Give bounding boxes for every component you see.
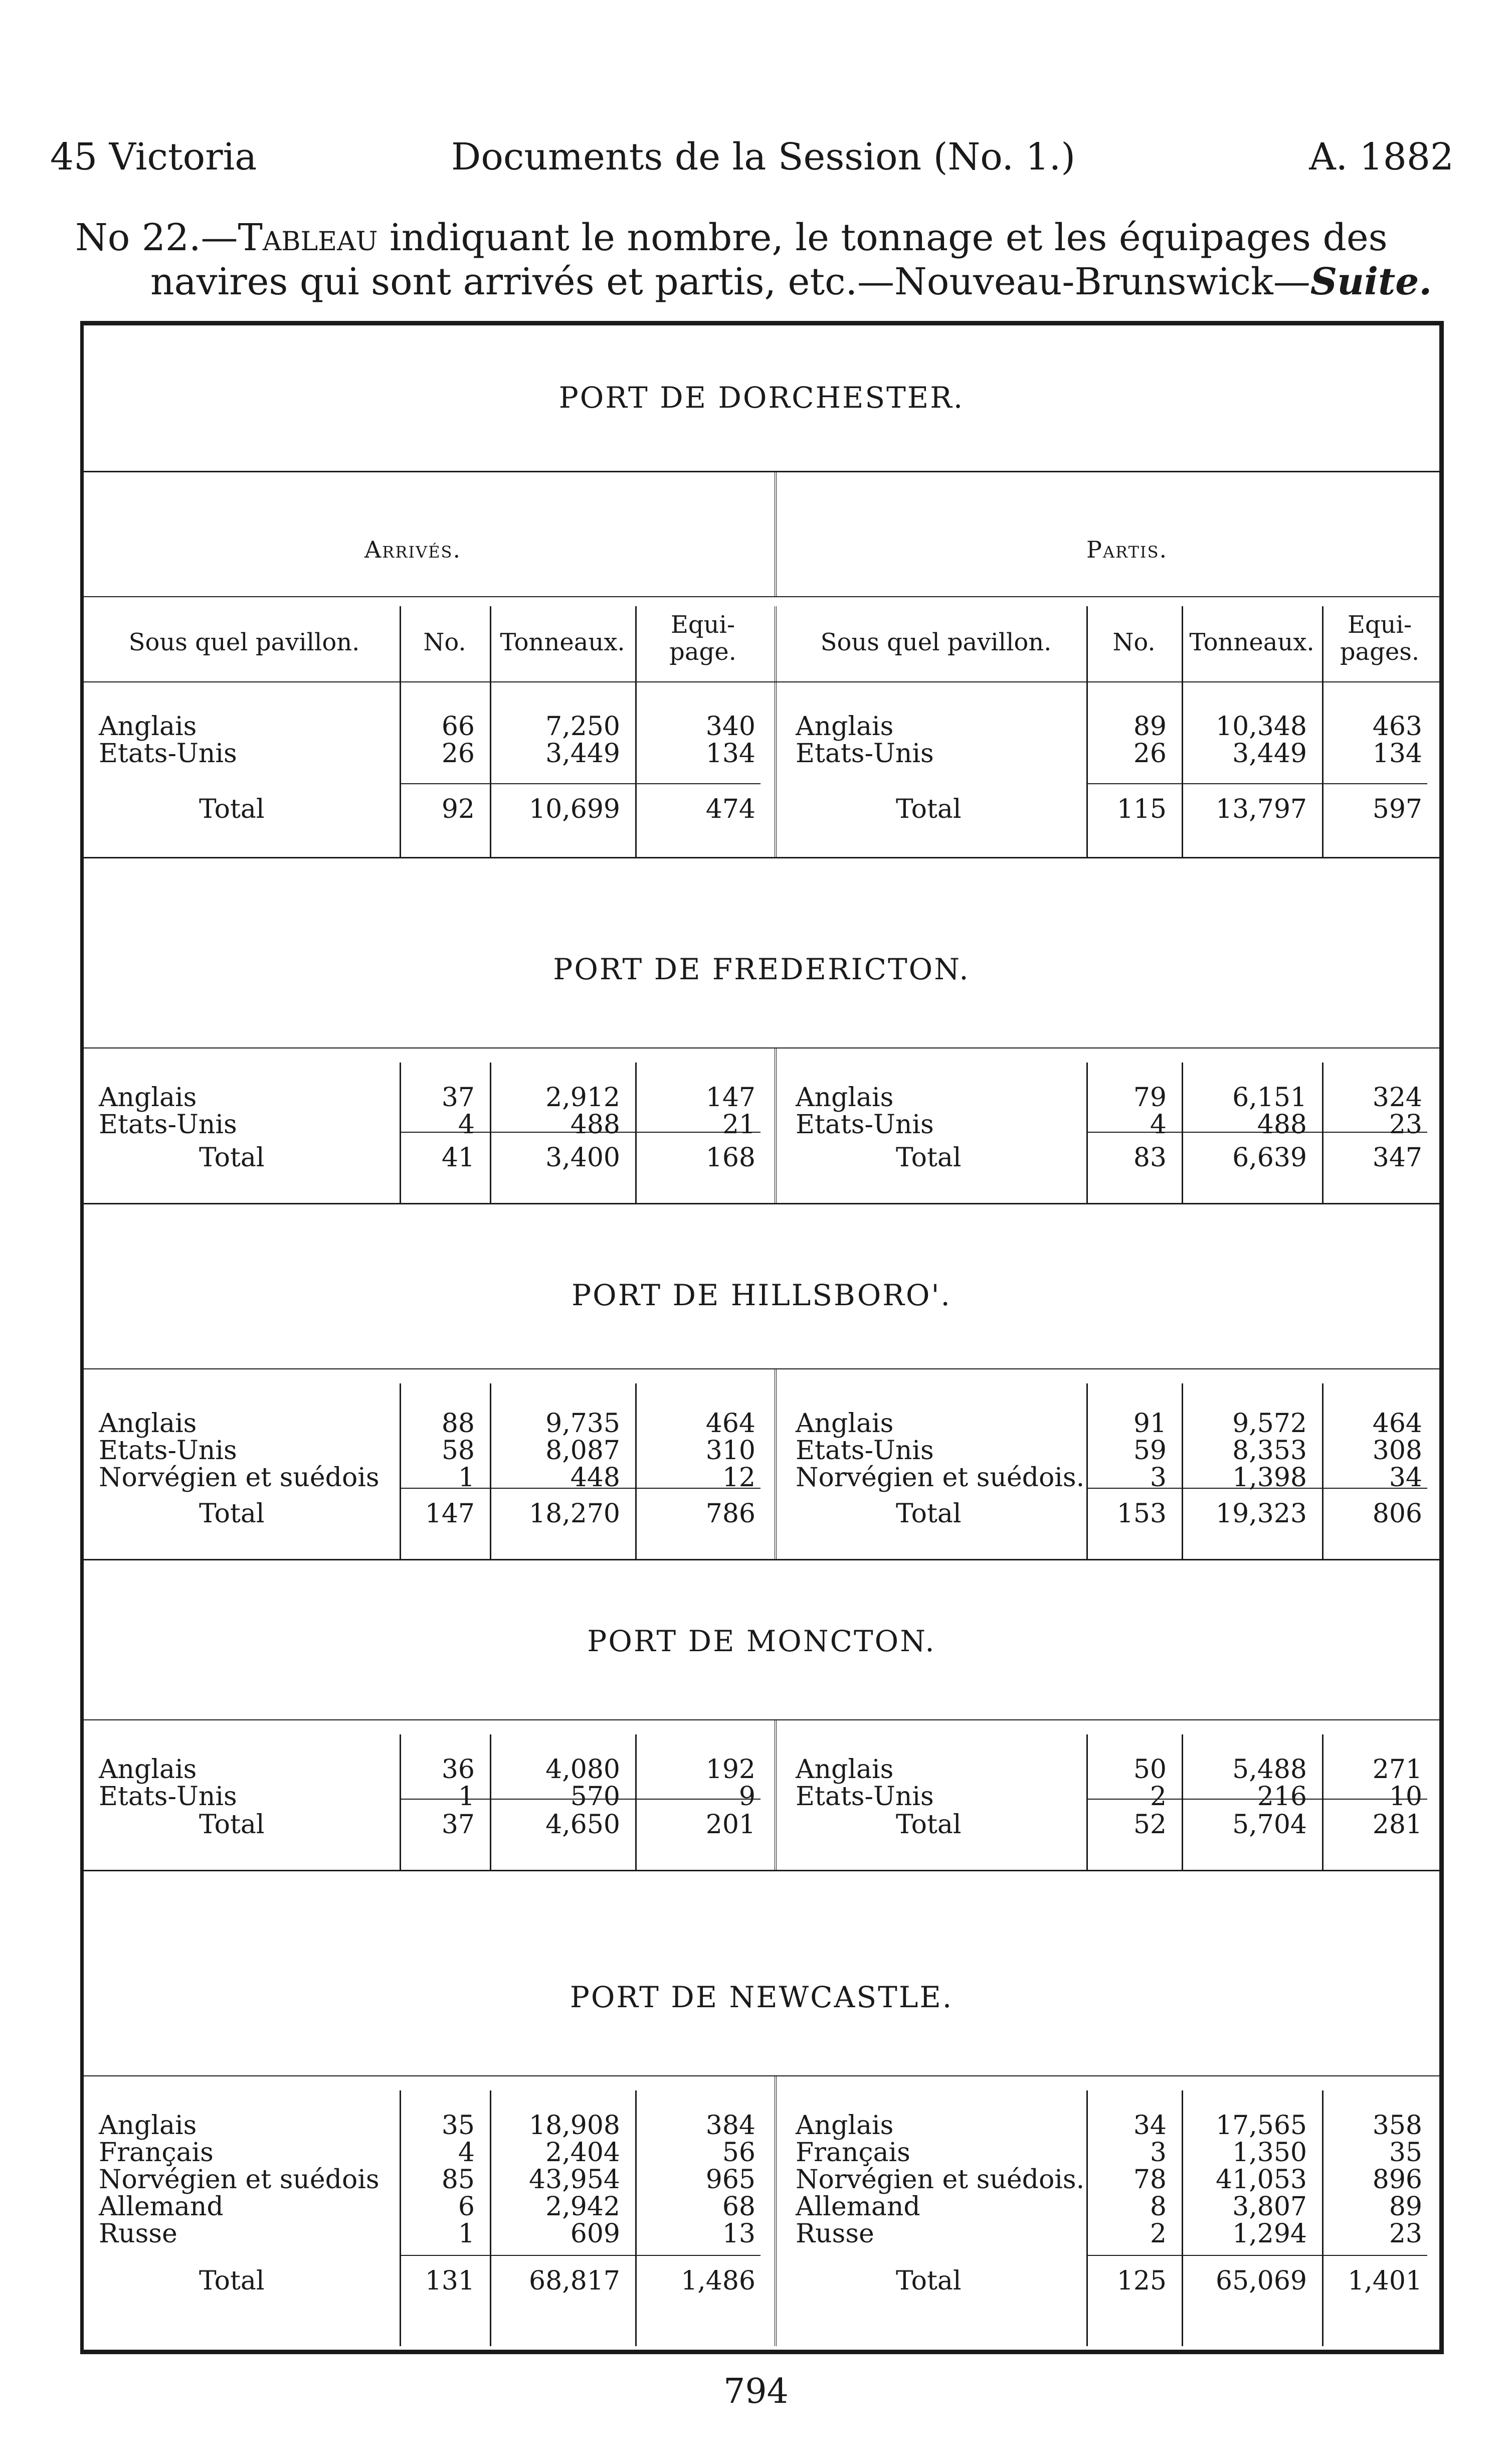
table-row-flag: Norvégien et suédois. — [796, 1463, 1085, 1493]
row-no: 66 — [441, 712, 475, 742]
total-tons: 19,323 — [1216, 1499, 1307, 1529]
running-head-left: 45 Victoria — [50, 135, 257, 179]
total-no: 147 — [425, 1499, 475, 1529]
row-crew: 68 — [722, 2192, 755, 2222]
col-divider — [400, 1734, 401, 1870]
table-row-flag: Français — [796, 2138, 910, 2168]
table-row-flag: Anglais — [796, 1083, 894, 1113]
col-divider — [400, 681, 401, 857]
row-tons: 3,449 — [545, 739, 620, 769]
table-row-flag: Etats-Unis — [99, 1436, 237, 1466]
total-label: Total — [199, 1143, 265, 1173]
row-no: 4 — [458, 1110, 475, 1140]
row-no: 3 — [1150, 1463, 1167, 1493]
total-tons: 18,270 — [529, 1499, 620, 1529]
row-no: 78 — [1133, 2165, 1167, 2195]
total-tons: 3,400 — [545, 1143, 620, 1173]
total-tons: 68,817 — [529, 2266, 620, 2296]
running-head-right: A. 1882 — [1309, 135, 1454, 179]
row-no: 2 — [1150, 2219, 1167, 2249]
table-row-flag: Etats-Unis — [99, 1110, 237, 1140]
col-header-divider-right-2 — [1322, 606, 1324, 681]
row-tons: 2,912 — [545, 1083, 620, 1113]
col-divider — [400, 1383, 401, 1559]
col-divider — [1322, 2090, 1324, 2346]
row-no: 1 — [458, 1463, 475, 1493]
table-row-flag: Anglais — [796, 1754, 894, 1785]
row-no: 6 — [458, 2192, 475, 2222]
col-divider — [1182, 1063, 1183, 1203]
col-divider — [1182, 1734, 1183, 1870]
table-row-flag: Russe — [796, 2219, 874, 2249]
total-crew: 806 — [1372, 1499, 1422, 1529]
col-divider — [400, 1063, 401, 1203]
row-crew: 134 — [705, 739, 755, 769]
table-row-flag: Etats-Unis — [99, 739, 237, 769]
col-header-tons-right: Tonneaux. — [1189, 628, 1314, 656]
table-row-flag: Norvégien et suédois — [99, 1463, 380, 1493]
col-header-divider-left-0 — [400, 606, 401, 681]
row-tons: 1,350 — [1232, 2138, 1307, 2168]
row-tons: 3,449 — [1232, 739, 1307, 769]
row-no: 4 — [1150, 1110, 1167, 1140]
row-no: 58 — [441, 1436, 475, 1466]
col-divider — [1322, 1063, 1324, 1203]
port-title: PORT DE FREDERICTON. — [553, 952, 970, 986]
section-rule-bottom — [84, 1870, 1439, 1871]
row-no: 85 — [441, 2165, 475, 2195]
heading-partis: Partis. — [1086, 536, 1168, 563]
col-divider — [1322, 1734, 1324, 1870]
row-tons: 5,488 — [1232, 1754, 1307, 1785]
row-tons: 9,735 — [545, 1409, 620, 1439]
table-row-flag: Etats-Unis — [796, 739, 934, 769]
row-tons: 216 — [1257, 1782, 1307, 1812]
col-header-no-right: No. — [1112, 628, 1156, 656]
row-crew: 965 — [705, 2165, 755, 2195]
row-crew: 358 — [1372, 2110, 1422, 2141]
col-divider — [1182, 1383, 1183, 1559]
col-header-divider-left-1 — [490, 606, 491, 681]
row-no: 79 — [1133, 1083, 1167, 1113]
header-rule-top — [84, 471, 1439, 472]
row-tons: 488 — [1257, 1110, 1307, 1140]
col-divider — [490, 1734, 491, 1870]
col-divider — [1182, 2090, 1183, 2346]
row-no: 1 — [458, 2219, 475, 2249]
row-tons: 17,565 — [1216, 2110, 1307, 2141]
section-rule-bottom — [84, 1203, 1439, 1204]
title-line1-rest: indiquant le nombre, le tonnage et les équipages des — [377, 216, 1388, 259]
page-number: 794 — [723, 2372, 789, 2411]
col-divider — [635, 1734, 637, 1870]
heading-arrives: Arrivés. — [364, 536, 462, 563]
row-crew: 9 — [738, 1782, 755, 1812]
port-rule-top — [84, 1368, 1439, 1369]
row-crew: 89 — [1389, 2192, 1422, 2222]
table-row-flag: Etats-Unis — [796, 1436, 934, 1466]
port-title: PORT DE HILLSBORO'. — [572, 1278, 952, 1312]
total-label: Total — [896, 794, 962, 824]
port-rule-top — [84, 1719, 1439, 1720]
row-crew: 34 — [1389, 1463, 1422, 1493]
section-rule-bottom — [84, 1559, 1439, 1560]
row-no: 36 — [441, 1754, 475, 1785]
col-divider — [1086, 681, 1088, 857]
total-tons: 6,639 — [1232, 1143, 1307, 1173]
col-divider — [400, 2090, 401, 2346]
row-tons: 8,087 — [545, 1436, 620, 1466]
col-divider — [635, 1383, 637, 1559]
table-row-flag: Français — [99, 2138, 214, 2168]
port-title: PORT DE DORCHESTER. — [558, 381, 965, 415]
col-header-no-left: No. — [423, 628, 466, 656]
header-midrule — [775, 471, 782, 596]
total-no: 153 — [1116, 1499, 1167, 1529]
total-label: Total — [199, 1810, 265, 1840]
col-header-divider-right-0 — [1086, 606, 1088, 681]
row-tons: 1,294 — [1232, 2219, 1307, 2249]
col-divider — [1086, 1063, 1088, 1203]
table-row-flag: Anglais — [796, 2110, 894, 2141]
row-no: 26 — [441, 739, 475, 769]
total-label: Total — [199, 1499, 265, 1529]
col-divider — [490, 2090, 491, 2346]
port-rule-top — [84, 1047, 1439, 1048]
row-no: 88 — [441, 1409, 475, 1439]
table-row-flag: Anglais — [796, 712, 894, 742]
table-row-flag: Anglais — [99, 1083, 197, 1113]
port-title: PORT DE MONCTON. — [587, 1624, 936, 1658]
total-rule — [1086, 2255, 1427, 2256]
running-head-center: Documents de la Session (No. 1.) — [451, 135, 1076, 179]
row-no: 3 — [1150, 2138, 1167, 2168]
col-divider — [1086, 1734, 1088, 1870]
col-divider — [1086, 2090, 1088, 2346]
row-crew: 134 — [1372, 739, 1422, 769]
total-no: 125 — [1116, 2266, 1167, 2296]
row-no: 34 — [1133, 2110, 1167, 2141]
row-tons: 7,250 — [545, 712, 620, 742]
row-tons: 18,908 — [529, 2110, 620, 2141]
total-rule — [400, 2255, 761, 2256]
col-divider — [635, 2090, 637, 2346]
row-crew: 13 — [722, 2219, 755, 2249]
port-title: PORT DE NEWCASTLE. — [570, 1980, 954, 2014]
table-row-flag: Etats-Unis — [99, 1782, 237, 1812]
table-row-flag: Etats-Unis — [796, 1782, 934, 1812]
total-tons: 10,699 — [529, 794, 620, 824]
total-rule — [1086, 1132, 1427, 1133]
total-no: 83 — [1133, 1143, 1167, 1173]
total-label: Total — [199, 794, 265, 824]
row-crew: 324 — [1372, 1083, 1422, 1113]
col-header-tons-left: Tonneaux. — [500, 628, 625, 656]
total-label: Total — [199, 2266, 265, 2296]
row-no: 50 — [1133, 1754, 1167, 1785]
total-rule — [400, 1488, 761, 1489]
total-rule — [400, 1132, 761, 1133]
table-row-flag: Norvégien et suédois — [99, 2165, 380, 2195]
total-tons: 4,650 — [545, 1810, 620, 1840]
total-tons: 13,797 — [1216, 794, 1307, 824]
col-divider — [1322, 1383, 1324, 1559]
total-crew: 281 — [1372, 1810, 1422, 1840]
total-label: Total — [896, 1143, 962, 1173]
row-tons: 609 — [570, 2219, 620, 2249]
total-crew: 597 — [1372, 794, 1422, 824]
total-label: Total — [896, 1499, 962, 1529]
row-crew: 310 — [705, 1436, 755, 1466]
col-header-crew-left: Equi- page. — [669, 611, 736, 666]
table-row-flag: Russe — [99, 2219, 177, 2249]
shipping-table — [80, 321, 1444, 2354]
row-crew: 463 — [1372, 712, 1422, 742]
table-row-flag: Allemand — [99, 2192, 224, 2222]
col-header-rule — [84, 681, 1439, 682]
row-crew: 308 — [1372, 1436, 1422, 1466]
row-no: 1 — [458, 1782, 475, 1812]
document-title — [75, 216, 1469, 304]
row-crew: 271 — [1372, 1754, 1422, 1785]
row-no: 2 — [1150, 1782, 1167, 1812]
row-no: 89 — [1133, 712, 1167, 742]
row-tons: 2,404 — [545, 2138, 620, 2168]
port-rule-top — [84, 2075, 1439, 2076]
total-crew: 201 — [705, 1810, 755, 1840]
row-crew: 464 — [1372, 1409, 1422, 1439]
total-crew: 786 — [705, 1499, 755, 1529]
total-rule — [400, 1799, 761, 1800]
row-tons: 488 — [570, 1110, 620, 1140]
section-rule-bottom — [84, 857, 1439, 858]
total-tons: 5,704 — [1232, 1810, 1307, 1840]
row-tons: 4,080 — [545, 1754, 620, 1785]
running-head — [50, 135, 1464, 181]
row-crew: 23 — [1389, 1110, 1422, 1140]
row-tons: 9,572 — [1232, 1409, 1307, 1439]
row-tons: 1,398 — [1232, 1463, 1307, 1493]
row-crew: 12 — [722, 1463, 755, 1493]
row-no: 26 — [1133, 739, 1167, 769]
col-divider — [490, 1383, 491, 1559]
total-rule — [400, 783, 761, 784]
total-crew: 168 — [705, 1143, 755, 1173]
col-divider — [1086, 1383, 1088, 1559]
row-tons: 570 — [570, 1782, 620, 1812]
row-tons: 448 — [570, 1463, 620, 1493]
row-no: 8 — [1150, 2192, 1167, 2222]
total-crew: 347 — [1372, 1143, 1422, 1173]
col-divider — [1182, 681, 1183, 857]
table-row-flag: Anglais — [796, 1409, 894, 1439]
section-midrule — [775, 1719, 782, 1870]
title-line-2 — [75, 260, 1469, 304]
total-rule — [1086, 1488, 1427, 1489]
section-midrule — [775, 2075, 782, 2346]
table-row-flag: Allemand — [796, 2192, 920, 2222]
section-midrule — [775, 1047, 782, 1203]
title-suffix: Suite. — [1310, 260, 1432, 303]
row-crew: 10 — [1389, 1782, 1422, 1812]
title-line-1 — [75, 216, 1469, 260]
total-crew: 1,401 — [1348, 2266, 1422, 2296]
total-no: 92 — [441, 794, 475, 824]
row-crew: 21 — [722, 1110, 755, 1140]
row-crew: 464 — [705, 1409, 755, 1439]
row-tons: 3,807 — [1232, 2192, 1307, 2222]
col-header-flag-right: Sous quel pavillon. — [820, 628, 1052, 656]
table-row-flag: Anglais — [99, 1754, 197, 1785]
total-tons: 65,069 — [1216, 2266, 1307, 2296]
total-label: Total — [896, 2266, 962, 2296]
section-midrule — [775, 1368, 782, 1559]
row-no: 59 — [1133, 1436, 1167, 1466]
row-tons: 2,942 — [545, 2192, 620, 2222]
total-rule — [1086, 1799, 1427, 1800]
total-no: 131 — [425, 2266, 475, 2296]
row-no: 91 — [1133, 1409, 1167, 1439]
col-header-divider-right-1 — [1182, 606, 1183, 681]
row-no: 37 — [441, 1083, 475, 1113]
col-divider — [490, 681, 491, 857]
row-crew: 147 — [705, 1083, 755, 1113]
col-header-crew-right: Equi- pages. — [1340, 611, 1420, 666]
total-no: 37 — [441, 1810, 475, 1840]
total-no: 115 — [1116, 794, 1167, 824]
row-crew: 340 — [705, 712, 755, 742]
title-label: Tableau — [238, 216, 378, 259]
total-crew: 474 — [705, 794, 755, 824]
table-row-flag: Anglais — [99, 2110, 197, 2141]
table-row-flag: Norvégien et suédois. — [796, 2165, 1085, 2195]
row-crew: 896 — [1372, 2165, 1422, 2195]
col-header-flag-left: Sous quel pavillon. — [128, 628, 360, 656]
row-tons: 8,353 — [1232, 1436, 1307, 1466]
row-no: 4 — [458, 2138, 475, 2168]
row-tons: 41,053 — [1216, 2165, 1307, 2195]
col-divider — [1322, 681, 1324, 857]
section-midrule — [775, 666, 782, 857]
row-tons: 6,151 — [1232, 1083, 1307, 1113]
col-divider — [635, 1063, 637, 1203]
title-number: No 22.— — [75, 216, 238, 259]
total-no: 41 — [441, 1143, 475, 1173]
row-tons: 10,348 — [1216, 712, 1307, 742]
row-crew: 35 — [1389, 2138, 1422, 2168]
title-line2-main: navires qui sont arrivés et partis, etc.—Nouveau-Brunswick— — [150, 260, 1310, 303]
total-crew: 1,486 — [681, 2266, 755, 2296]
col-header-divider-left-2 — [635, 606, 637, 681]
row-tons: 43,954 — [529, 2165, 620, 2195]
row-no: 35 — [441, 2110, 475, 2141]
table-row-flag: Etats-Unis — [796, 1110, 934, 1140]
total-rule — [1086, 783, 1427, 784]
row-crew: 56 — [722, 2138, 755, 2168]
col-divider — [635, 681, 637, 857]
header-rule-mid — [84, 596, 1439, 597]
col-divider — [490, 1063, 491, 1203]
row-crew: 192 — [705, 1754, 755, 1785]
row-crew: 23 — [1389, 2219, 1422, 2249]
row-crew: 384 — [705, 2110, 755, 2141]
table-row-flag: Anglais — [99, 712, 197, 742]
total-label: Total — [896, 1810, 962, 1840]
total-no: 52 — [1133, 1810, 1167, 1840]
table-row-flag: Anglais — [99, 1409, 197, 1439]
